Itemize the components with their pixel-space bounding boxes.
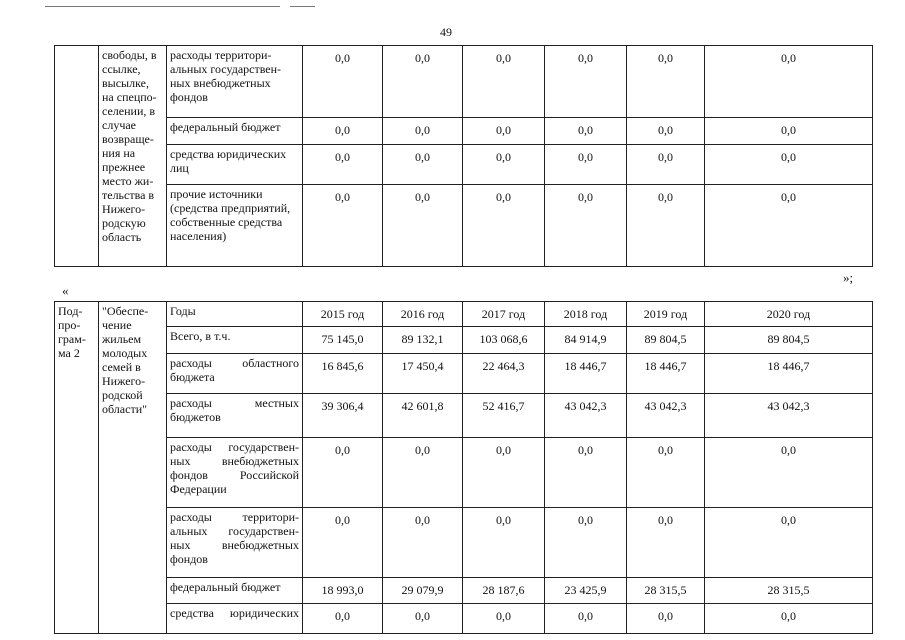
value-cell: 0,0 [383, 604, 463, 634]
value-cell: 0,0 [627, 185, 705, 267]
value-cell: 0,0 [383, 145, 463, 185]
program-cell [55, 46, 99, 267]
subprogram-funding-table [54, 301, 873, 634]
page-number: 49 [440, 25, 452, 39]
value-cell: 0,0 [545, 185, 627, 267]
value-cell: 0,0 [627, 118, 705, 145]
value-cell: 0,0 [545, 438, 627, 508]
value-cell: 0,0 [383, 508, 463, 578]
table-row [55, 46, 873, 118]
row-label-text: средства юридических лиц [170, 147, 287, 175]
value-cell: 0,0 [627, 508, 705, 578]
table-row [55, 185, 873, 267]
table-row [55, 394, 873, 438]
value-cell: 28 187,6 [463, 578, 545, 604]
value-cell: 18 446,7 [627, 354, 705, 394]
value-cell: 42 601,8 [383, 394, 463, 438]
value-cell: 0,0 [383, 118, 463, 145]
table-row [55, 118, 873, 145]
program-name-cell [99, 302, 167, 634]
value-cell: 43 042,3 [545, 394, 627, 438]
value-cell: 0,0 [545, 145, 627, 185]
row-label [167, 438, 303, 508]
value-cell: 43 042,3 [627, 394, 705, 438]
value-cell: 0,0 [705, 118, 873, 145]
value-cell: 17 450,4 [383, 354, 463, 394]
row-label-text: федеральный бюджет [170, 120, 281, 134]
top-rule-short [290, 6, 315, 7]
value-cell: 75 145,0 [303, 327, 383, 354]
row-label [167, 354, 303, 394]
row-label-text: расходы территори- альных государствен- ных внебюджетных фондов [170, 510, 299, 566]
value-cell: 16 845,6 [303, 354, 383, 394]
value-cell: 89 132,1 [383, 327, 463, 354]
year-header: 2020 год [705, 302, 873, 327]
program-name: "Обеспе- чение жильем молодых семей в Нижего- родской области" [102, 304, 149, 416]
value-cell: 0,0 [627, 46, 705, 118]
year-header: 2019 год [627, 302, 705, 327]
value-cell: 18 446,7 [545, 354, 627, 394]
opening-quote: « [62, 283, 69, 298]
value-cell: 0,0 [627, 438, 705, 508]
value-cell: 28 315,5 [705, 578, 873, 604]
value-cell: 0,0 [463, 145, 545, 185]
table-row [55, 578, 873, 604]
row-label [167, 604, 303, 634]
row-label-text: средства юридических [170, 606, 299, 620]
value-cell: 0,0 [463, 508, 545, 578]
value-cell: 0,0 [463, 438, 545, 508]
value-cell: 0,0 [303, 46, 383, 118]
value-cell: 0,0 [303, 118, 383, 145]
value-cell: 43 042,3 [705, 394, 873, 438]
row-label [167, 185, 303, 267]
value-cell: 89 804,5 [705, 327, 873, 354]
value-cell: 0,0 [545, 604, 627, 634]
value-cell: 0,0 [705, 145, 873, 185]
row-label [167, 578, 303, 604]
row-label-text: расходы территори- альных государствен- ных внебюджетных фондов [170, 48, 282, 104]
year-header: 2017 год [463, 302, 545, 327]
value-cell: 29 079,9 [383, 578, 463, 604]
row-label [167, 118, 303, 145]
table-row [55, 508, 873, 578]
value-cell: 0,0 [705, 508, 873, 578]
value-cell: 0,0 [303, 185, 383, 267]
value-cell: 0,0 [383, 438, 463, 508]
value-cell: 0,0 [545, 508, 627, 578]
row-label-text: федеральный бюджет [170, 580, 281, 594]
program-name: свободы, в ссылке, высылке, на спецпо- селении, в случае возвраще- ния на прежнее место жи- тельства в Нижего- родскую область [102, 48, 157, 244]
value-cell: 89 804,5 [627, 327, 705, 354]
row-label-text: расходы местных бюджетов [170, 396, 299, 424]
years-header: Годы [167, 302, 303, 327]
year-header: 2016 год [383, 302, 463, 327]
closing-quote: »; [843, 270, 854, 285]
program-cell [55, 302, 99, 634]
value-cell: 0,0 [463, 46, 545, 118]
top-rule [45, 6, 280, 7]
value-cell: 0,0 [383, 46, 463, 118]
value-cell: 52 416,7 [463, 394, 545, 438]
table-header-row [55, 302, 873, 327]
value-cell: 0,0 [383, 185, 463, 267]
value-cell: 0,0 [463, 604, 545, 634]
row-label-text: расходы государствен- ных внебюджетных фондов Российской Федерации [170, 440, 299, 496]
value-cell: 103 068,6 [463, 327, 545, 354]
table-row [55, 145, 873, 185]
row-label [167, 327, 303, 354]
program-name-cell [99, 46, 167, 267]
row-label [167, 508, 303, 578]
row-label-text: расходы областного бюджета [170, 356, 299, 384]
value-cell: 84 914,9 [545, 327, 627, 354]
value-cell: 0,0 [303, 508, 383, 578]
value-cell: 0,0 [627, 604, 705, 634]
row-label [167, 46, 303, 118]
value-cell: 0,0 [705, 604, 873, 634]
table-row [55, 438, 873, 508]
value-cell: 0,0 [303, 438, 383, 508]
table-row [55, 327, 873, 354]
value-cell: 0,0 [705, 438, 873, 508]
funding-table-continued [54, 45, 873, 267]
value-cell: 0,0 [705, 46, 873, 118]
value-cell: 0,0 [303, 604, 383, 634]
value-cell: 22 464,3 [463, 354, 545, 394]
value-cell: 18 446,7 [705, 354, 873, 394]
value-cell: 39 306,4 [303, 394, 383, 438]
value-cell: 0,0 [303, 145, 383, 185]
year-header: 2018 год [545, 302, 627, 327]
table-row [55, 354, 873, 394]
value-cell: 0,0 [627, 145, 705, 185]
row-label [167, 394, 303, 438]
value-cell: 0,0 [705, 185, 873, 267]
value-cell: 18 993,0 [303, 578, 383, 604]
table-row [55, 604, 873, 634]
value-cell: 0,0 [545, 46, 627, 118]
value-cell: 0,0 [463, 185, 545, 267]
row-label-text: прочие источники (средства предприятий, собственные средства населения) [170, 187, 291, 243]
value-cell: 28 315,5 [627, 578, 705, 604]
year-header: 2015 год [303, 302, 383, 327]
row-label [167, 145, 303, 185]
program-label: Под- про- грам- ма 2 [58, 304, 86, 360]
value-cell: 0,0 [545, 118, 627, 145]
value-cell: 23 425,9 [545, 578, 627, 604]
row-label-text: Всего, в т.ч. [170, 329, 231, 343]
value-cell: 0,0 [463, 118, 545, 145]
